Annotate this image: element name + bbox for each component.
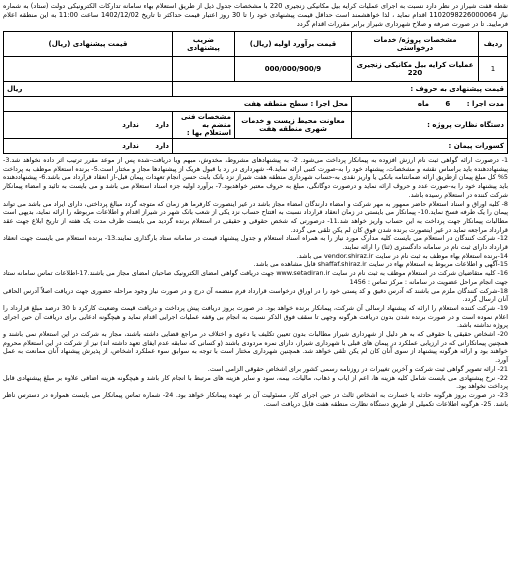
rial-label: ریال (4, 82, 173, 97)
intro-lead: نقطه قفت شیراز در (451, 2, 508, 10)
note-paragraph: 12- شرکت کنندگان در استعلام می بایست کلیه مدارک مورد نیاز را به همراه اسناد استعلام و جدول پیشنهاد قیمت در سامانه ستاد بارگذاری نمایند.13- برنده استعلام می بایست جهت انعقاد قرارداد دارای ثبت نام در سامانه دادگستری (ثنا) را ارائه نمایند. (3, 234, 508, 252)
period-value: 6 (445, 100, 451, 108)
supervisor-label: دستگاه نظارت پروژه : (352, 112, 508, 139)
header-row-no: ردیف (479, 32, 508, 57)
period-location-row (4, 97, 508, 112)
table-header-row (4, 32, 508, 57)
note-paragraph: 18-شرکت کنندگان ملزم می باشند که آدرس دقیق و کد پستی خود را در اوراق درخواست قرارداد فرم منضمه آن درج و در صورت نیاز وجود مراحله حضوری جهت دریافت اصلاً آدرس الحاقی آنان ارسال گردد. (3, 286, 508, 304)
offer-words-row (4, 82, 508, 97)
row-base-price: 000/000/900/9 (235, 57, 352, 82)
row-factor (173, 57, 235, 82)
tech-cell (4, 112, 173, 139)
note-paragraph: 22- نرخ پیشنهادی می بایست شامل کلیه هزینه ها، اعم از ایاب و ذهاب، مالیات، بیمه، سود و سایر هزینه های مرتبط با انجام کار باشد و هیچگونه هزینه اضافی علاوه بر مبلغ پیشنهادی قابل پرداخت نخواهد بود. (3, 373, 508, 391)
contract-mark: دارد (155, 142, 169, 150)
terms-notes (3, 156, 508, 408)
row-no: 1 (479, 57, 508, 82)
note-paragraph: 23- در صورت بروز هرگونه حادثه یا خسارت به اشخاص ثالث در حین اجرای کار، مسئولیت آن بر عهده پیمانکار خواهد بود. 24- شماره تماس پیمانکار می بایست همواره در دسترس ناظر باشد. 25- هرگونه اطلاعات تکمیلی از طریق دستگاه نظارت منطقه هفت قابل دریافت است. (3, 390, 509, 408)
supervisor-row (4, 112, 508, 139)
tender-document (3, 2, 508, 408)
note-paragraph: 15-آگهی و اطلاعات مربوط به استعلام بهاء در سایت shaffaf.shiraz.ir قابل مشاهده می باشد. (253, 260, 508, 269)
table-row (4, 57, 508, 82)
header-factor: ضریب پیشنهادی (173, 32, 235, 57)
contract-cell (4, 139, 173, 154)
note-paragraph: 20- اشخاص حقیقی یا حقوقی که به هر دلیل از شهرداری شیراز مطالبات بدون تعیین تکلیف یا دعوی و اختلاف در مراجع قضایی داشته باشند، مجاز به شرکت در این استعلام نمی باشند و همچنین پیمانکارانی که در ارزیابی عملکرد در پیمان های قبلی با شهرداری شیراز، دارای نمره مردودی باشند (و کسانی که سابقه عدم ایفای تعهد داشته اند) نیز از شرکت در این استعلام محروم خواهند بود و ارائه هرگونه پیشنهاد از سوی آنان کان لم یکن تلقی خواهد شد. همچنین شهرداری مختار است با توجه به سوابق سوء عملکرد اشخاص، از پذیرش پیشنهاد آنان ممانعت به عمل آورد. (3, 330, 508, 365)
offer-words-label: قیمت پیشنهادی به حروف : (173, 82, 508, 97)
note-paragraph: 16- کلیه متقاضیان شرکت در استعلام موظف به ثبت نام در سایت www.setadiran.ir جهت دریافت گواهی امضای الکترونیک صاحبان امضای مجاز می باشند.17-اطلاعات تماس سامانه ستاد جهت انجام مراحل عضویت در سامانه : مرکز تماس : 1456 (3, 269, 508, 286)
note-paragraph: 8- کلیه اوراق و اسناد استعلام حاضر ممهور به مهر شرکت و امضاء دارندگان امضاء مجاز باشد در غیر اینصورت کارفرما هر زمان که متوجه گردد مبالغ پرداختی، دارای ایراد می باشد می تواند پیمان را یک طرفه فسخ نماید.10- پیمانکار می بایستی در زمان انعقاد قرارداد نسبت به افتتاح حساب نزد یکی از شعب بانک شهر در شیراز اقدام و اطلاعات مربوطه را ارائه نماید، بدیهی است مطالبات پیمانکار جهت پرداخت به این حساب واریز خواهد شد.11- درصورتی که شخص حقوقی و حقیقی در استعلام برنده گردید می بایست ظرف مدت یک هفته از تاریخ ابلاغ جهت عقد قرارداد مراجعه نماید در غیر اینصورت برنده شدن فوق کان لم یکن تلقی می گردد. (3, 199, 508, 234)
header-base-price: قیمت برآورد اولیه (ریال) (235, 32, 352, 57)
header-offer-price: قیمت پیشنهادی (ریال) (4, 32, 173, 57)
contract-row (4, 139, 508, 154)
row-offer-price (4, 57, 173, 82)
note-paragraph: 19- شرکت کننده استعلام را ارائه که پیشنهاد ارسالی آن شرکت، پیمانکار برنده خواهد بود. در صورت بروز دریافت پیش پرداخت و دریافت قیمت وضعیت کارکرد تا 30 درصد مبلغ قرارداد را اعلام نموده است و در صورت برنده شدن بدون دریافت هرگونه وجهی تا سقف فوق الذکر نسبت به انجام بی وقفه عملیات اجرایی اقدام نماید و هیچگونه ادعایی برای دریافت آن حین اجرای پروژه نداشته باشد. (3, 303, 508, 330)
intro-paragraph (3, 2, 508, 29)
row-spec: عملیات کرایه بیل مکانیکی زنجیری 220 (352, 57, 479, 82)
location-label: محل اجرا : سطح منطقه هفت (4, 97, 352, 112)
tech-mark: دارد (155, 121, 169, 129)
intro-text: نظر دارد نسبت به اجرای عملیات کرایه بیل مکانیکی زنجیری 220 با مشخصات جدول ذیل از طریق استعلام بهاء سامانه تدارکات الکترونیکی دولت (ستاد) به شماره نیاز 1102098226000064 اقدام نماید ، لذا خواهشمند است حداقل قیمت پیشنهادی خود را تا 30 روز اعتبار قیمت حداکثر تا تاریخ 1402/12/02 ساعت 11:00 به این منطقه اعلام فرمایید. تا در صورت صرفه و صلاح شهرداری شیراز برابر مقررات اقدام گردد (3, 2, 508, 28)
note-paragraph: 1- درصورت ارائه گواهی ثبت نام ارزش افزوده به پیمانکار پرداخت می‌شود. 2- به پیشنهادهای مشروط، مخدوش، مبهم ویا دریافت-شده پس از موعد مقرر ترتیب اثر داده نخواهد شد.3- پیشنهاددهنده باید براساس نقشه و مشخصات، پیشنهاد خود را به-صورت کتبی ارائه نماید.4- شهرداری در رد یا قبول هریک از پیشنهادها مجاز و مختار است.5- برنده استعلام موظف به پرداخت 5% کل مبلغ پیمان ازطریق ارائه ضمانتنامه بانکی یا واریز نقدی به-حساب شهرداری منطقه هفت شیراز نزد بانک بابت حسن انجام تعهدات پیمان قبل-از انعقاد قرارداد می باشد.6- پیشنهاددهنده باید پیشنهاد خود را به-صورت عدد و حروف ارائه نماید و درصورت دوگانگی، مبلغ به حروف معتبر خواهدبود.7- برآورد اولیه جزء اسناد استعلام می باشد و می بایست به تائید و امضاء پیمانکار شرکت کننده در استعلام رسیده باشد. (3, 156, 509, 199)
period-unit: ماه (417, 100, 429, 108)
tech-value: ندارد (122, 121, 139, 129)
period-label: مدت اجرا : (466, 100, 504, 108)
contract-value: ندارد (122, 142, 139, 150)
note-paragraph: 21- ارائه تصویر گواهی ثبت شرکت و آخرین تغییرات در روزنامه رسمی کشور برای اشخاص حقوقی الزامی است. (207, 364, 508, 373)
supervisor-value: معاونت محیط زیست و خدمات شهری منطقه هفت (235, 112, 352, 139)
tech-label: مشخصات فنی منضم به استعلام بها : (173, 112, 235, 139)
header-spec: مشخصات پروژه/ خدمات درخواستی (352, 32, 479, 57)
tender-table (3, 31, 508, 154)
note-paragraph: 14-برنده استعلام بهاء موظف به ثبت نام در سایت vendor.shiraz.ir می باشد. (296, 251, 508, 260)
period-cell (352, 97, 508, 112)
contract-label: کسورات پیمان : (173, 139, 508, 154)
